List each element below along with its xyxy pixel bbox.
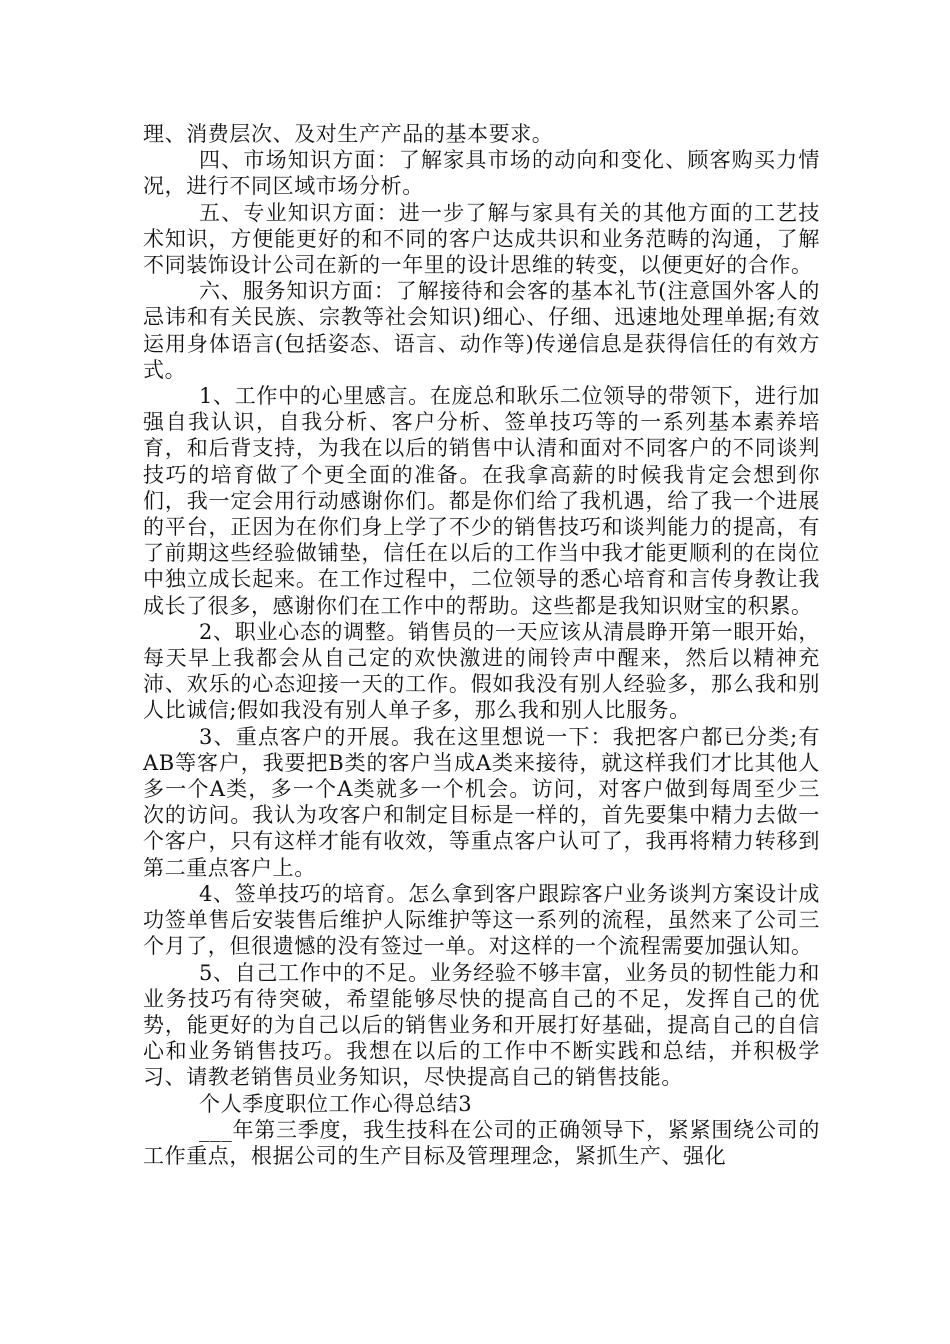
paragraph-career-attitude: 2、职业心态的调整。销售员的一天应该从清晨睁开第一眼开始，每天早上我都会从自己定的欢快激进的闹铃声中醒来，然后以精神充沛、欢乐的心态迎接一天的工作。假如我没有别人经验多，那么我和别人比诚信;假如我没有别人单子多，那么我和别人比服务。 xyxy=(143,619,820,723)
paragraph-work-reflections: 1、工作中的心里感言。在庞总和耿乐二位领导的带领下，进行加强自我认识，自我分析、客户分析、签单技巧等的一系列基本素养培育，和后背支持，为我在以后的销售中认清和面对不同客户的不同谈判技巧的培育做了个更全面的准备。在我拿高薪的时候我肯定会想到你们，我一定会用行动感谢你们。都是你们给了我机遇，给了我一个进展的平台，正因为在你们身上学了不少的销售技巧和谈判能力的提高，有了前期这些经验做铺垫，信任在以后的工作当中我才能更顺利的在岗位中独立成长起来。在工作过程中，二位领导的悉心培育和言传身教让我成长了很多，感谢你们在工作中的帮助。这些都是我知识财宝的积累。 xyxy=(143,384,820,618)
document-body xyxy=(143,121,820,1169)
paragraph-market-knowledge: 四、市场知识方面：了解家具市场的动向和变化、顾客购买力情况，进行不同区域市场分析。 xyxy=(143,148,820,199)
paragraph-q3-summary: ___年第三季度，我生技科在公司的正确领导下，紧紧围绕公司的工作重点，根据公司的生产目标及管理理念，紧抓生产、强化 xyxy=(143,1117,820,1168)
section-heading: 个人季度职位工作心得总结3 xyxy=(199,1091,473,1116)
paragraph-service-knowledge: 六、服务知识方面：了解接待和会客的基本礼节(注意国外客人的忌讳和有关民族、宗教等社会知识)细心、仔细、迅速地处理单据;有效运用身体语言(包括姿态、语言、动作等)传递信息是获得信任的有效方式。 xyxy=(143,279,820,382)
paragraph-continuation: 理、消费层次、及对生产产品的基本要求。 xyxy=(143,122,554,146)
paragraph-professional-knowledge: 五、专业知识方面：进一步了解与家具有关的其他方面的工艺技术知识，方便能更好的和不同的客户达成共识和业务范畴的沟通，了解不同装饰设计公司在新的一年里的设计思维的转变，以便更好的合作。 xyxy=(143,200,820,278)
paragraph-shortcomings: 5、自己工作中的不足。业务经验不够丰富，业务员的韧性能力和业务技巧有待突破，希望能够尽快的提高自己的不足，发挥自己的优势，能更好的为自己以后的销售业务和开展打好基础，提高自己的自信心和业务销售技巧。我想在以后的工作中不断实践和总结，并积极学习、请教老销售员业务知识，尽快提高自己的销售技能。 xyxy=(143,960,820,1090)
paragraph-signing-skills: 4、签单技巧的培育。怎么拿到客户跟踪客户业务谈判方案设计成功签单售后安装售后维护人际维护等这一系列的流程，虽然来了公司三个月了，但很遗憾的没有签过一单。对这样的一个流程需要加强认知。 xyxy=(143,881,820,959)
paragraph-key-clients: 3、重点客户的开展。我在这里想说一下：我把客户都已分类;有AB等客户，我要把B类的客户当成A类来接待，就这样我们才比其他人多一个A类，多一个A类就多一个机会。访问，对客户做到每周至少三次的访问。我认为攻客户和制定目标是一样的，首先要集中精力去做一个客户，只有这样才能有收效，等重点客户认可了，我再将精力转移到第二重点客户上。 xyxy=(143,724,820,880)
